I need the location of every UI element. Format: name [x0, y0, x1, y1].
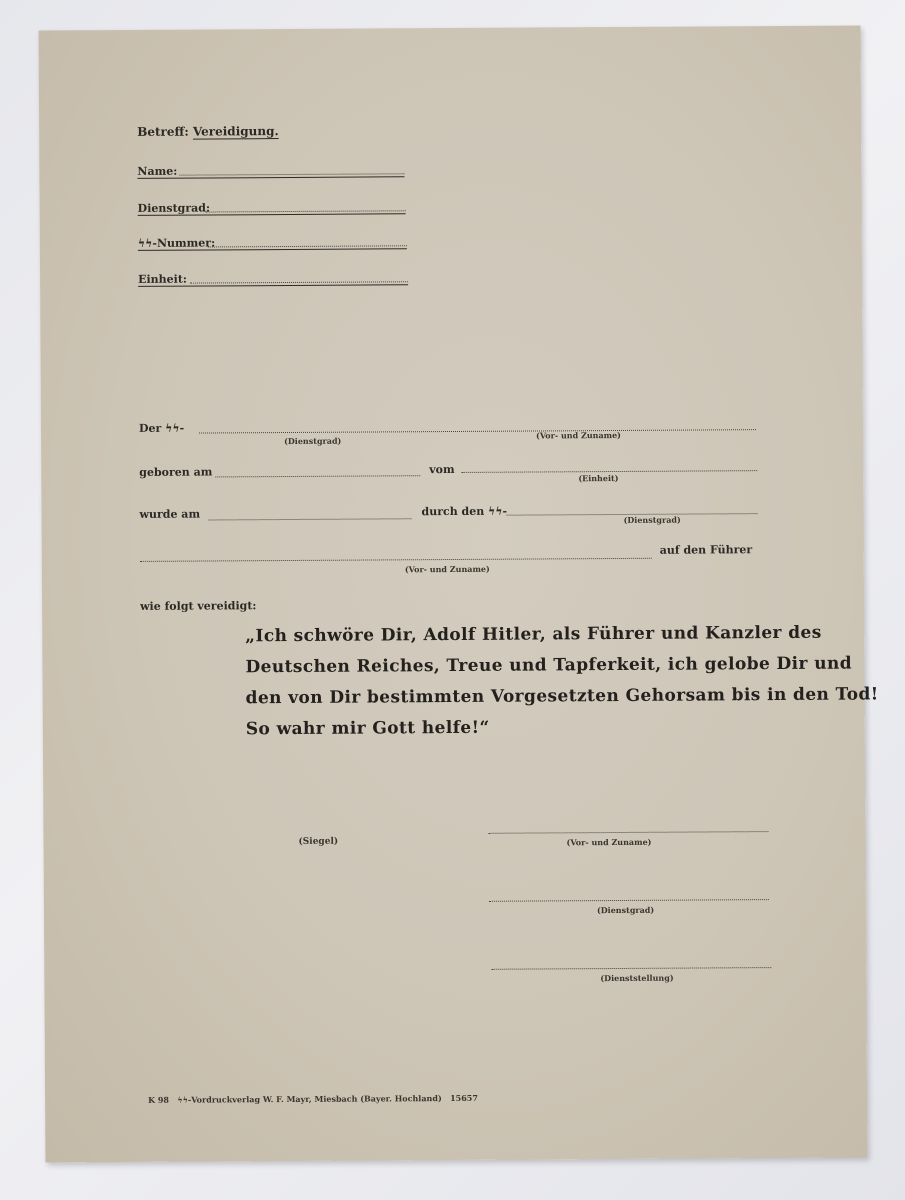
der-line — [199, 429, 756, 433]
unit-field-label: Einheit: — [138, 272, 188, 286]
fullname-caption: (Vor- und Zuname) — [536, 429, 621, 441]
print-footer — [148, 1093, 478, 1105]
signatory-name-caption: (Vor- und Zuname) — [566, 836, 652, 848]
unit-field-line — [190, 281, 408, 283]
name-field-label: Name: — [137, 164, 178, 178]
oath-text — [245, 618, 879, 745]
oath-line-3: den von Dir bestimmten Vorgesetzten Gehorsam bis in den Tod! — [245, 684, 879, 709]
rank-field-line — [206, 210, 406, 212]
publisher-imprint: ϟϟ-Vordruckverlag W. F. Mayr, Miesbach (Bayer. Hochland) — [177, 1093, 442, 1105]
unit-caption: (Einheit) — [578, 472, 619, 484]
name-field-underline — [137, 176, 404, 179]
rank-field-underline — [138, 213, 406, 216]
born-on-line — [215, 475, 420, 477]
signatory-name-line — [488, 831, 768, 834]
swearing-officer-name-line — [140, 558, 652, 562]
to-the-fuehrer-label: auf den Führer — [659, 543, 753, 557]
oath-line-1: „Ich schwöre Dir, Adolf Hitler, als Führer und Kanzler des — [245, 622, 822, 647]
sworn-on-line — [209, 518, 412, 520]
signatory-rank-line — [489, 899, 769, 902]
by-rank-caption: (Dienstgrad) — [623, 514, 681, 525]
oath-line-4: So wahr mir Gott helfe!“ — [245, 717, 490, 740]
sworn-on-label: wurde am — [139, 507, 201, 521]
sworn-as-follows-label: wie folgt vereidigt: — [140, 599, 257, 613]
subject-value: Vereidigung. — [192, 124, 279, 139]
subject-line — [137, 124, 279, 139]
subject-label: Betreff: — [137, 124, 189, 139]
seal-caption: (Siegel) — [298, 836, 339, 847]
signatory-position-line — [491, 967, 771, 970]
by-the-label: durch den ϟϟ- — [421, 504, 508, 519]
der-label: Der ϟϟ- — [138, 421, 185, 435]
rank-caption: (Dienstgrad) — [284, 435, 342, 447]
oath-line-2: Deutschen Reiches, Treue und Tapferkeit, ich gelobe Dir und — [245, 653, 853, 678]
form-number: K 98 — [148, 1094, 169, 1105]
oath-form-sheet — [39, 25, 879, 1162]
ss-number-field-line — [208, 245, 407, 247]
name-field-line — [179, 173, 404, 175]
from-label: vom — [429, 462, 455, 477]
print-number: 15657 — [450, 1092, 478, 1104]
signatory-position-caption: (Dienststellung) — [600, 972, 674, 984]
ss-number-field-label: ϟϟ-Nummer: — [137, 236, 216, 250]
born-on-label: geboren am — [139, 465, 213, 479]
swearing-officer-name-caption: (Vor- und Zuname) — [404, 563, 490, 575]
rank-field-label: Dienstgrad: — [137, 201, 211, 215]
signatory-rank-caption: (Dienstgrad) — [596, 904, 655, 916]
